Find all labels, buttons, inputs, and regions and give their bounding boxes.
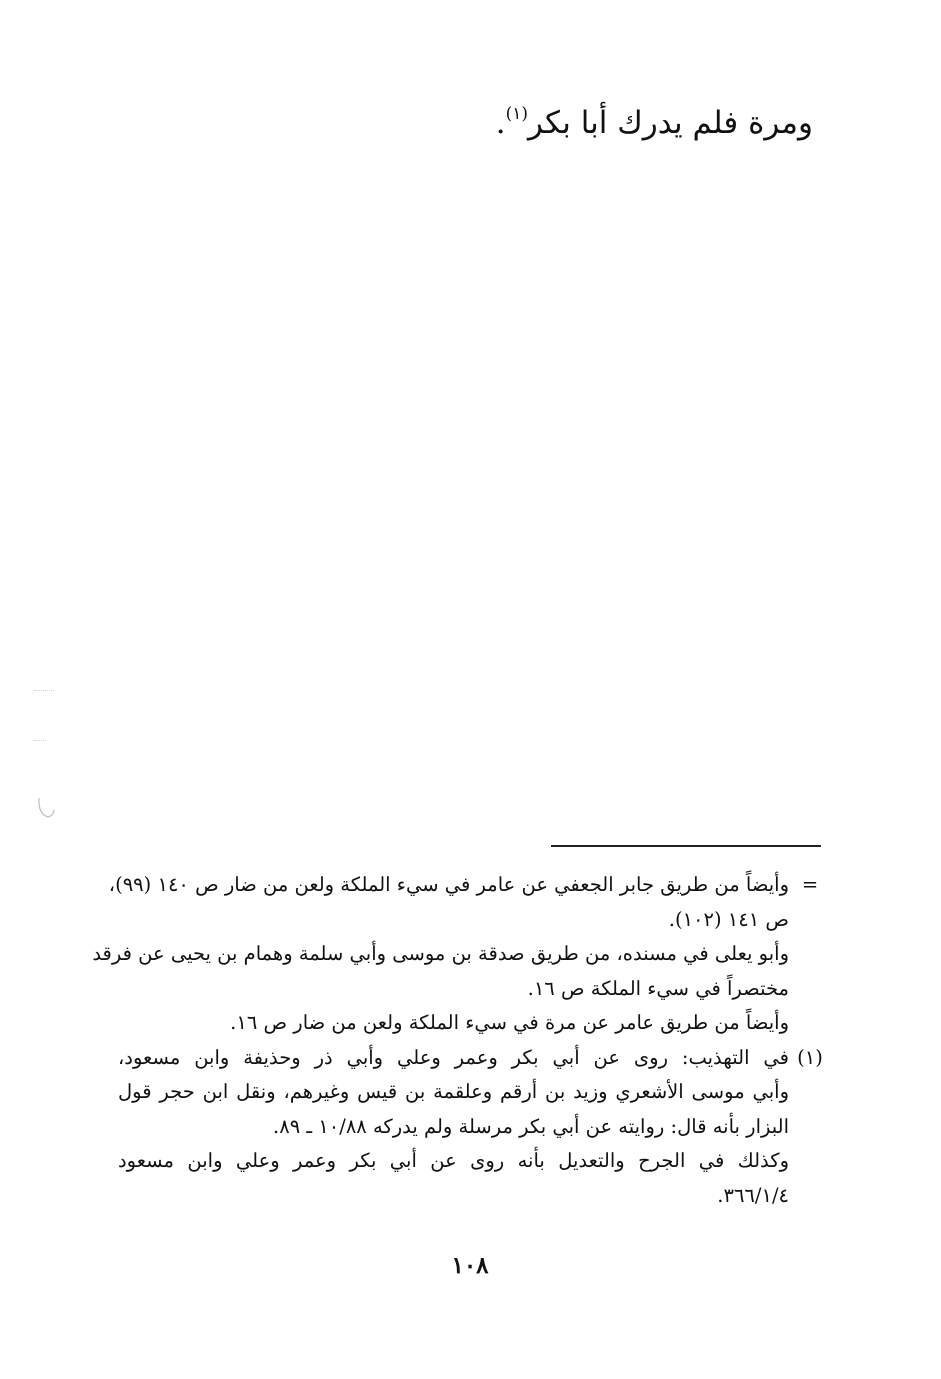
footnote-line: مختصراً في سيء الملكة ص ١٦. xyxy=(527,976,789,1000)
footnotes-section xyxy=(92,868,823,1213)
main-text-end: . xyxy=(495,105,506,141)
main-text: ومرة فلم يدرك أبا بكر xyxy=(527,105,813,141)
footnote-line: وأيضاً من طريق جابر الجعفي عن عامر في سيء الملكة ولعن من ضار ص ١٤٠ (٩٩)، xyxy=(108,873,789,896)
footnote-continuation xyxy=(92,868,823,1041)
footnote-line: ٣٦٦/١/٤. xyxy=(717,1183,789,1207)
footnote-separator xyxy=(551,845,821,847)
footnote-line: وكذلك في الجرح والتعديل بأنه روى عن أبي بكر وعمر وعلي وابن مسعود xyxy=(118,1149,789,1172)
scan-speck xyxy=(34,740,46,741)
footnote-number: (١) xyxy=(797,1045,823,1069)
main-text-line xyxy=(496,100,813,146)
page-number: ١٠٨ xyxy=(451,1252,489,1279)
footnote-reference: (١) xyxy=(505,104,528,124)
footnote-line: البزار بأنه قال: روايته عن أبي بكر مرسلة ولم يدركه ١٠/٨٨ ـ ٨٩. xyxy=(273,1114,789,1138)
continuation-mark: = xyxy=(801,873,819,896)
footnote-1 xyxy=(118,1041,823,1214)
footnote-line: ص ١٤١ (١٠٢). xyxy=(668,907,789,931)
footnote-line: وأبي موسى الأشعري وزيد بن أرقم وعلقمة بن قيس وغيرهم، ونقل ابن حجر قول xyxy=(118,1080,789,1103)
footnote-line: في التهذيب: روى عن أبي بكر وعمر وعلي وأبي ذر وحذيفة وابن مسعود، xyxy=(118,1045,789,1069)
scan-mark-icon xyxy=(36,796,56,820)
footnote-line: وأيضاً من طريق عامر عن مرة في سيء الملكة ولعن من ضار ص ١٦. xyxy=(230,1011,789,1034)
scan-speck xyxy=(34,690,54,691)
footnote-line: وأبو يعلى في مسنده، من طريق صدقة بن موسى وأبي سلمة وهمام بن يحيى عن فرقد xyxy=(92,942,789,965)
